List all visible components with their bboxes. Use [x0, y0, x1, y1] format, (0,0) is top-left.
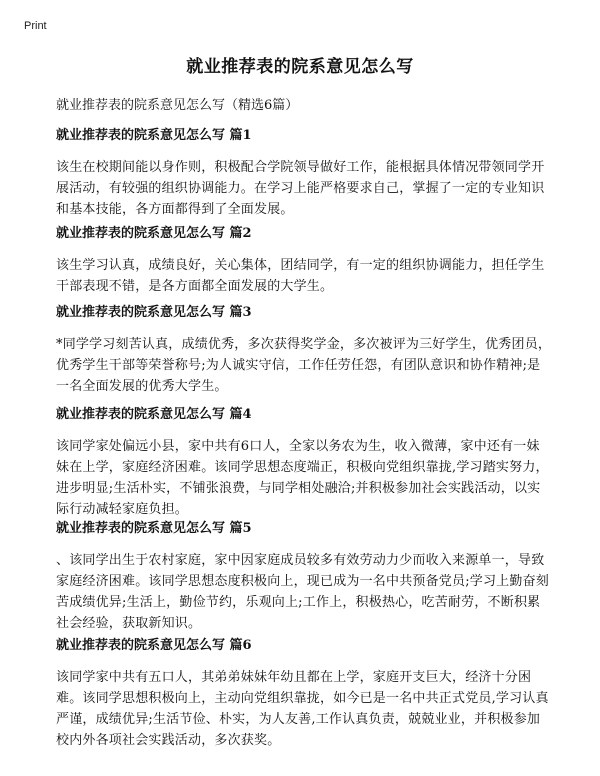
section-4 [56, 403, 552, 520]
section-body: 该生在校期间能以身作则，积极配合学院领导做好工作，能根据具体情况带领同学开展活动，有较强的组织协调能力。在学习上能严格要求自己，掌握了一定的专业知识和基本技能，各方面都得到了全面发展。 [56, 160, 545, 217]
section-body: 、该同学出生于农村家庭，家中因家庭成员较多有效劳动力少而收入来源单一，导致家庭经济困难。该同学思想态度积极向上，现已成为一名中共预备党员;学习上勤奋刻苦成绩优异;生活上，勤俭节约，乐观向上;工作上，积极热心，吃苦耐劳，不断积累社会经验，获取新知识。 [56, 553, 549, 631]
section-heading: 就业推荐表的院系意见怎么写 篇5 [56, 521, 252, 536]
section-heading: 就业推荐表的院系意见怎么写 篇4 [56, 407, 252, 422]
section-body: 该同学家中共有五口人，其弟弟妹妹年幼且都在上学，家庭开支巨大，经济十分困难。该同学思想积极向上，主动向党组织靠拢，如今已是一名中共正式党员,学习认真严谨，成绩优异;生活节俭、朴实，为人友善,工作认真负责，兢兢业业，并积极参加校内外各项社会实践活动，多次获奖。 [56, 670, 549, 748]
section-2 [56, 222, 552, 297]
section-heading: 就业推荐表的院系意见怎么写 篇2 [56, 226, 252, 241]
print-link[interactable]: Print [24, 20, 47, 32]
section-heading: 就业推荐表的院系意见怎么写 篇6 [56, 638, 252, 653]
section-6 [56, 634, 552, 751]
page-title: 就业推荐表的院系意见怎么写 [186, 57, 414, 77]
section-heading: 就业推荐表的院系意见怎么写 篇3 [56, 305, 252, 320]
section-body: *同学学习刻苦认真，成绩优秀，多次获得奖学金，多次被评为三好学生，优秀团员，优秀学生干部等荣誉称号;为人诚实守信，工作任劳任怨，有团队意识和协作精神;是一名全面发展的优秀大学生。 [56, 337, 552, 394]
page-subtitle: 就业推荐表的院系意见怎么写（精选6篇） [56, 98, 299, 113]
section-1 [56, 124, 552, 220]
section-body: 该生学习认真，成绩良好，关心集体，团结同学，有一定的组织协调能力，担任学生干部表现不错，是各方面都全面发展的大学生。 [56, 258, 545, 294]
section-3 [56, 301, 552, 397]
section-heading: 就业推荐表的院系意见怎么写 篇1 [56, 128, 252, 143]
section-body: 该同学家处偏远小县，家中共有6口人，全家以务农为生，收入微薄，家中还有一妹妹在上学，家庭经济困难。该同学思想态度端正，积极向党组织靠拢,学习踏实努力，进步明显;生活朴实，不铺张浪费，与同学相处融洽;并积极参加社会实践活动，以实际行动减轻家庭负担。 [56, 439, 549, 517]
section-5 [56, 517, 552, 634]
